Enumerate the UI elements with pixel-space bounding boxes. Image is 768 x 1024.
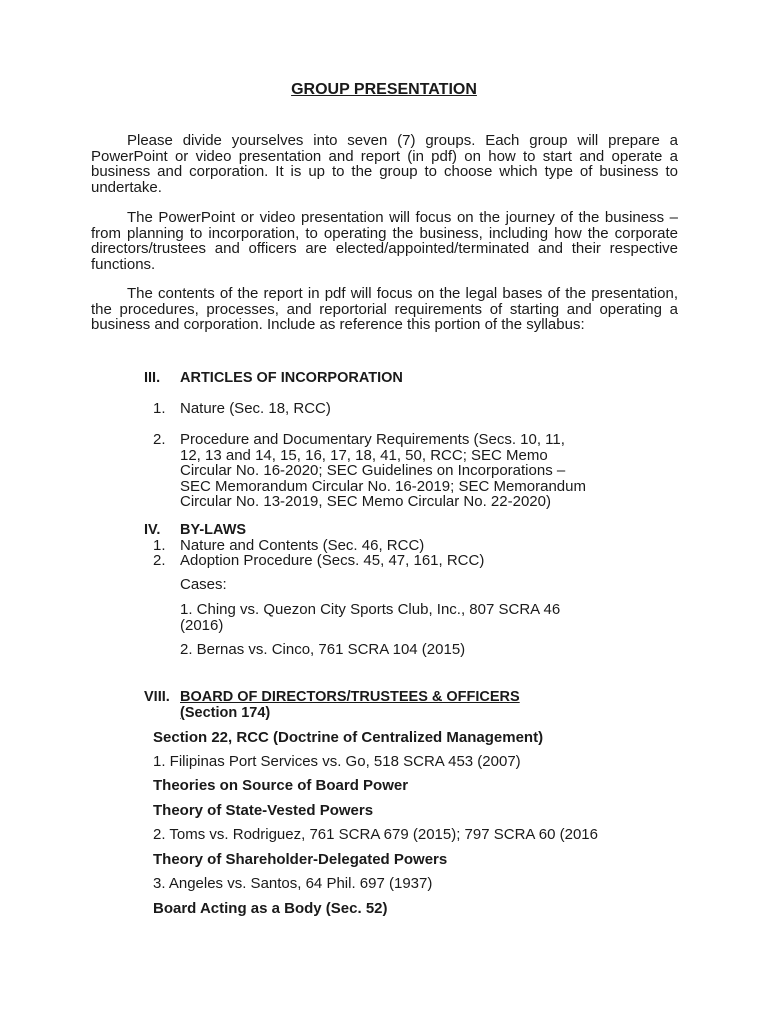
section-iii-heading [144,371,403,387]
paragraph-1: Please divide yourselves into seven (7) groups. Each group will prepare a PowerPoint or video presentation and report (in pdf) on how to start and operate a business and corporation. It is up to the group to choose which type of business to undertake. [91,132,678,196]
list-item: 2. Procedure and Documentary Requirements (Secs. 10, 11, 12, 13 and 14, 15, 16, 17, 18, 41, 50, RCC; SEC Memo Circular No. 16-2020; SEC Guidelines on Incorporations – SEC Memorandum Circular No. 16-2019; SEC Memorandum Circular No. 13-2019, SEC Memo Circular No. 22-2020) [153,431,586,510]
section-viii-heading [144,690,520,706]
list-item: 2. Adoption Procedure (Secs. 45, 47, 161, RCC) [153,552,485,569]
list-item: 1. Nature and Contents (Sec. 46, RCC) [153,537,425,554]
list-item: 1. Nature (Sec. 18, RCC) [153,400,331,417]
section-number: III. [144,370,161,386]
subheading: Theory of Shareholder-Delegated Powers [153,851,448,868]
paragraph-2: The PowerPoint or video presentation will focus on the journey of the business – from planning to incorporation, to operating the business, including how the corporate directors/trustees and officers are elected/appointed/terminated and their respective functions. [91,209,678,273]
subheading: Board Acting as a Body (Sec. 52) [153,900,388,917]
case-item-continuation: (2016) [180,617,224,634]
paragraph-3: The contents of the report in pdf will focus on the legal bases of the presentation, the procedures, processes, and reportorial requirements of starting and operating a business and corporation. Include as reference this portion of the syllabus: [91,285,678,333]
section-number: IV. [144,522,161,538]
section-viii-subheading: (Section 174) [180,705,271,721]
section-title: BOARD OF DIRECTORS/TRUSTEES & OFFICERS [180,689,520,705]
case-item: 1. Filipinas Port Services vs. Go, 518 SCRA 453 (2007) [153,753,521,770]
subheading: Theory of State-Vested Powers [153,802,374,819]
section-title: BY-LAWS [180,522,247,538]
case-item: 2. Toms vs. Rodriguez, 761 SCRA 679 (2015); 797 SCRA 60 (2016 [153,826,598,843]
section-title: ARTICLES OF INCORPORATION [180,370,403,386]
section-number: VIII. [144,689,170,705]
case-item: 2. Bernas vs. Cinco, 761 SCRA 104 (2015) [180,641,466,658]
page-title: GROUP PRESENTATION [291,81,477,98]
subheading: Theories on Source of Board Power [153,777,409,794]
case-item: 1. Ching vs. Quezon City Sports Club, Inc., 807 SCRA 46 [180,601,561,618]
subheading: Section 22, RCC (Doctrine of Centralized Management) [153,729,544,746]
cases-label: Cases: [180,576,227,593]
case-item: 3. Angeles vs. Santos, 64 Phil. 697 (1937) [153,875,433,892]
